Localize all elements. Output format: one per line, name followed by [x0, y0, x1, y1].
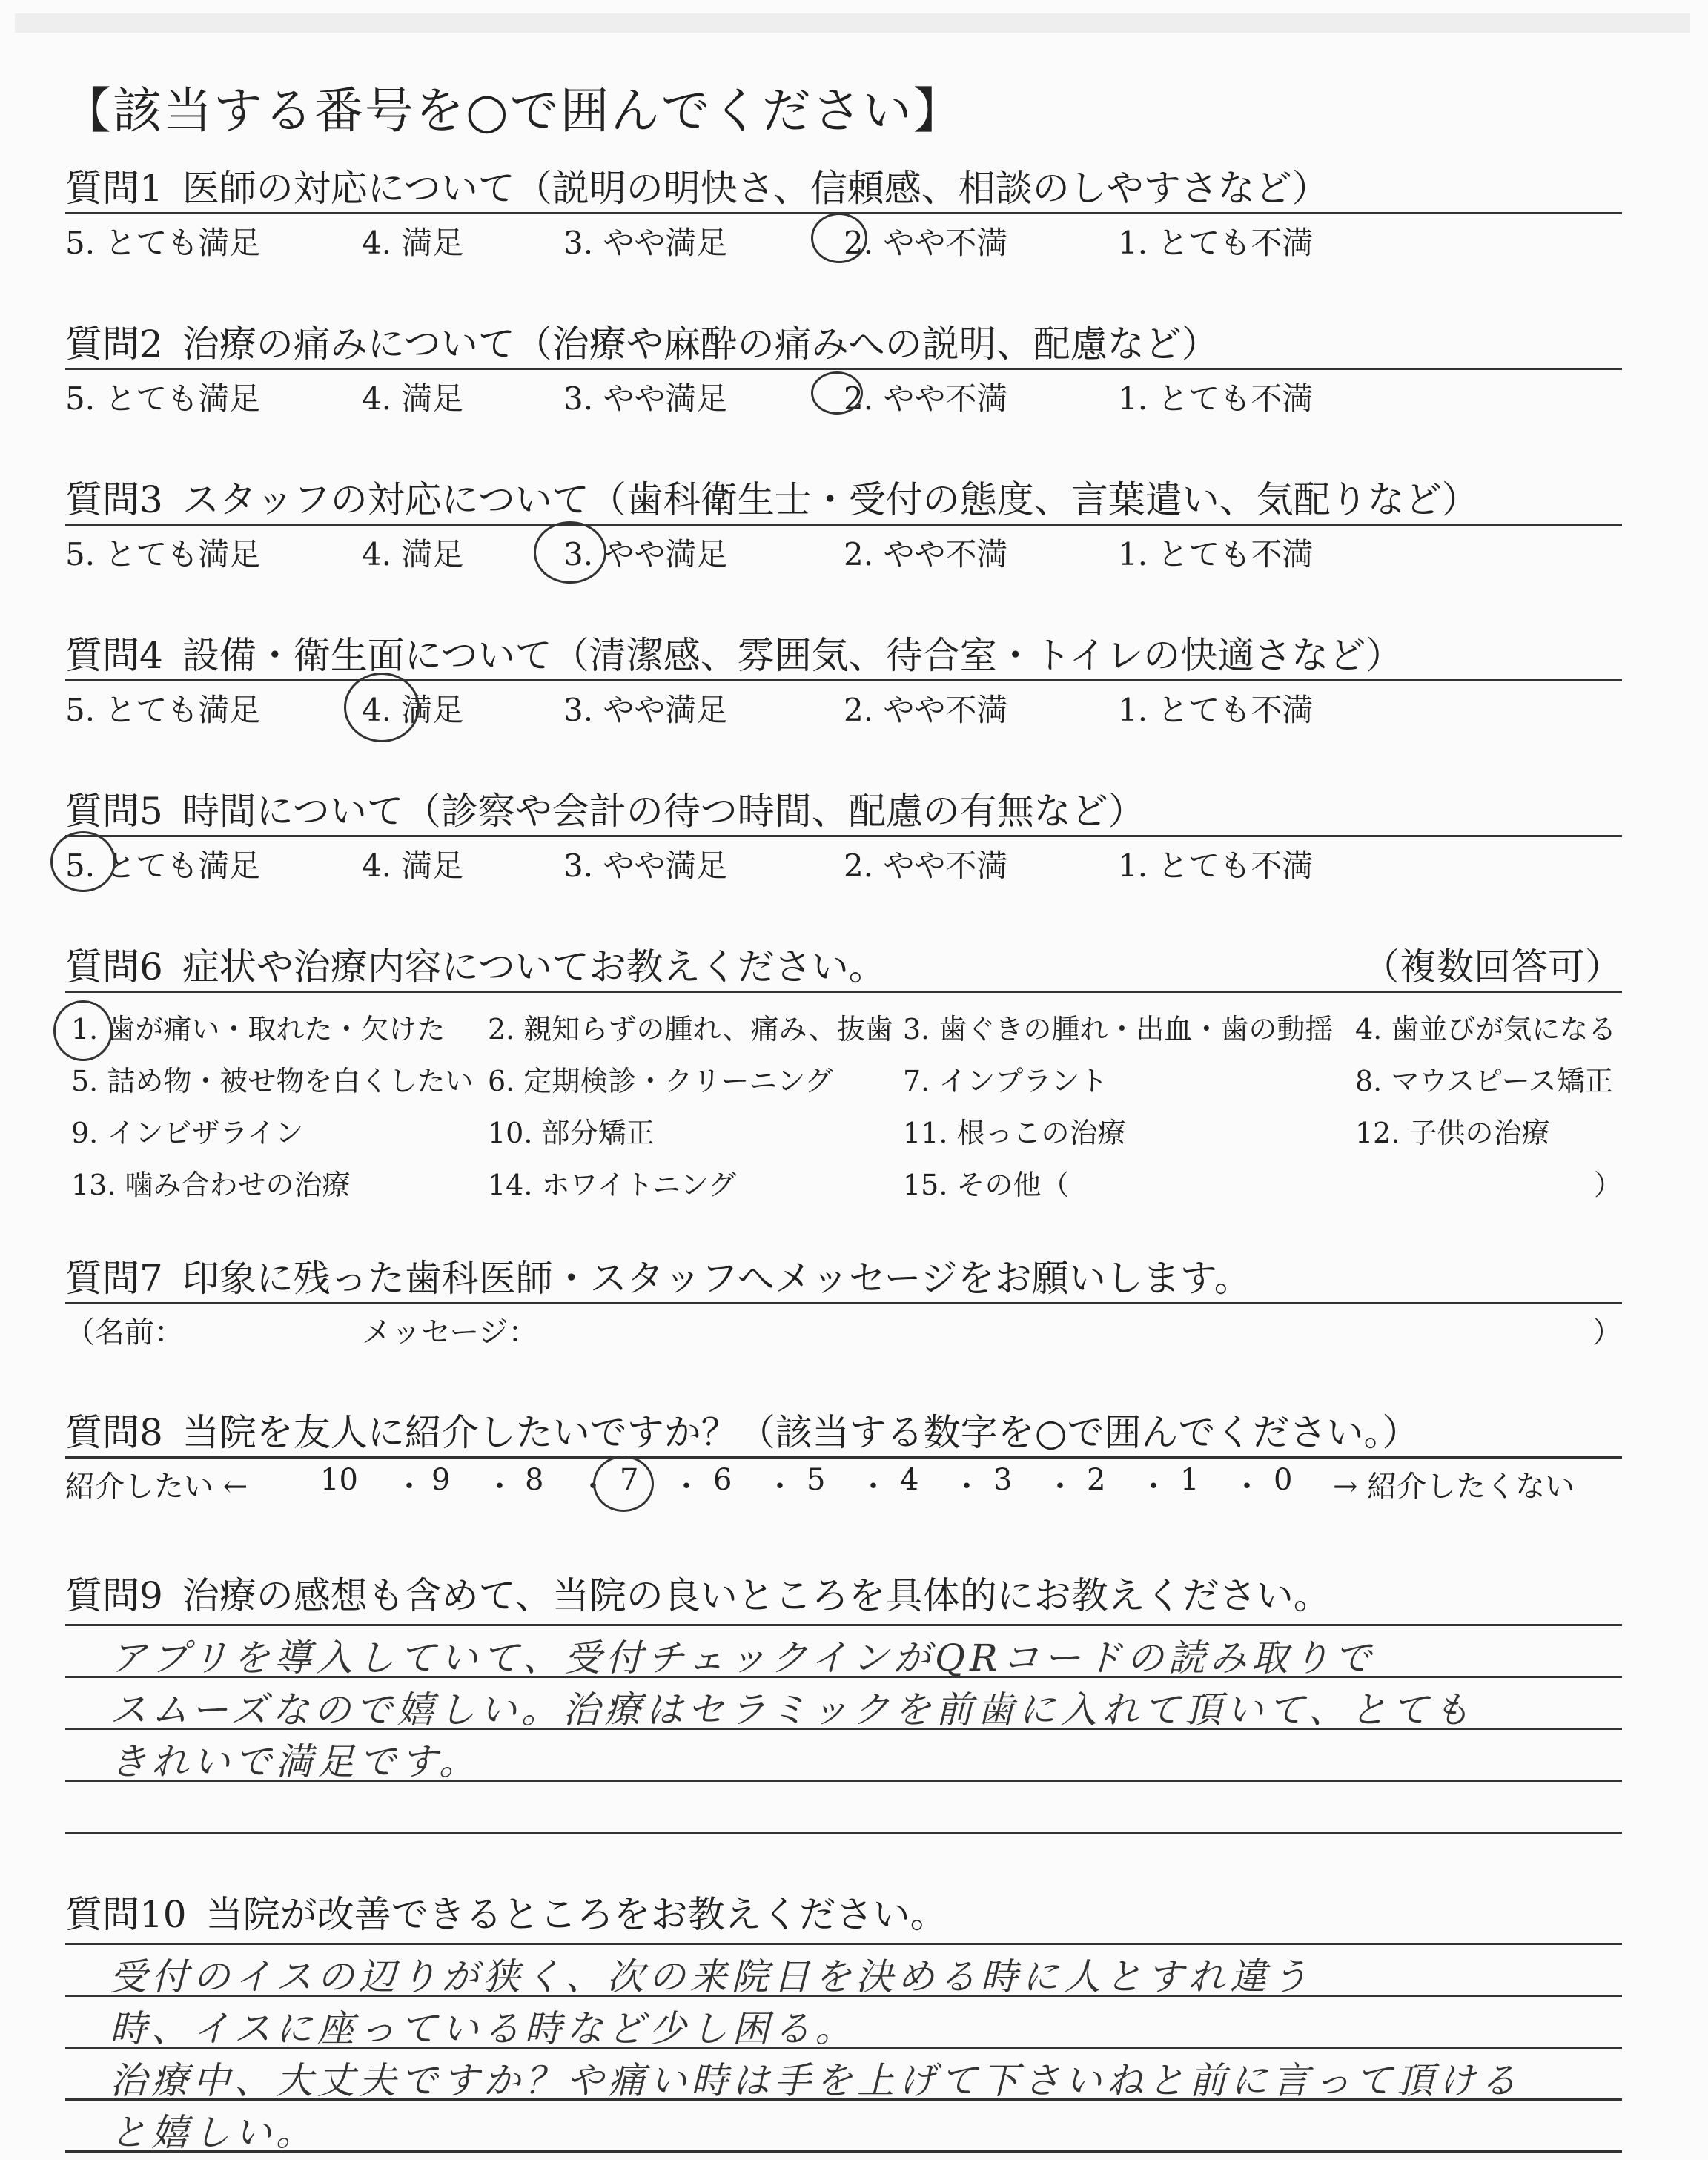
multiple-answer-note: （複数回答可）: [1363, 945, 1622, 988]
recommend-scale: [65, 1459, 1622, 1503]
scale-value[interactable]: 2: [1087, 1463, 1106, 1497]
question-title: 医師の対応について（説明の明快さ、信頼感、相談のしやすさなど）: [182, 167, 1329, 210]
scale-value[interactable]: 4: [900, 1463, 919, 1497]
symptom-option[interactable]: 8. マウスピース矯正: [1355, 1065, 1613, 1097]
selection-circle: [811, 213, 867, 263]
option-1[interactable]: 1. とても不満: [1118, 536, 1314, 572]
answer-line: [65, 1624, 1622, 1626]
option-2[interactable]: 2. やや不満: [844, 692, 1008, 728]
symptom-option[interactable]: 10. 部分矯正: [488, 1117, 655, 1149]
selection-circle: [593, 1456, 654, 1512]
symptom-option[interactable]: 4. 歯並びが気になる: [1355, 1013, 1617, 1046]
option-2[interactable]: 2. やや不満: [844, 225, 1008, 261]
option-3[interactable]: 3. やや満足: [563, 225, 728, 261]
symptom-option[interactable]: 6. 定期検診・クリーニング: [488, 1065, 833, 1097]
question-number: 質問9: [65, 1574, 163, 1617]
option-3[interactable]: 3. やや満足: [563, 848, 728, 884]
rating-options: [65, 370, 1622, 415]
scale-dot: ・: [672, 1470, 701, 1504]
question-title: 印象に残った歯科医師・スタッフへメッセージをお願いします。: [182, 1257, 1251, 1300]
symptom-option[interactable]: 15. その他（: [903, 1169, 1070, 1201]
option-2[interactable]: 2. やや不満: [844, 536, 1008, 572]
question-2: [65, 320, 1622, 415]
scale-value[interactable]: 6: [713, 1463, 732, 1497]
name-label: （名前：: [65, 1315, 184, 1350]
scale-dot: ・: [1232, 1470, 1262, 1504]
question-5: [65, 787, 1622, 882]
question-number: 質問10: [65, 1893, 187, 1936]
symptom-option[interactable]: 7. インプラント: [903, 1065, 1108, 1097]
scale-left-label: 紹介したい ←: [65, 1470, 248, 1504]
message-close-paren: ）: [1592, 1315, 1622, 1350]
question-title: スタッフの対応について（歯科衛生士・受付の態度、言葉遣い、気配りなど）: [182, 478, 1479, 521]
handwritten-answer: スムーズなので嬉しい。治療はセラミックを前歯に入れて頂いて、とても: [110, 1688, 1474, 1731]
symptom-option[interactable]: 13. 噛み合わせの治療: [71, 1169, 351, 1201]
scale-value[interactable]: 5: [807, 1463, 826, 1497]
scale-value[interactable]: 1: [1180, 1463, 1199, 1497]
option-5[interactable]: 5. とても満足: [65, 225, 261, 261]
handwritten-answer: 時、イスに座っている時など少し困る。: [110, 2007, 857, 2050]
selection-circle: [53, 1000, 113, 1061]
question-title: 治療の痛みについて（治療や麻酔の痛みへの説明、配慮など）: [182, 323, 1219, 366]
scale-dot: ・: [1045, 1470, 1075, 1504]
option-4[interactable]: 4. 満足: [362, 225, 464, 261]
scale-value[interactable]: 8: [525, 1463, 544, 1497]
question-1: [65, 165, 1622, 259]
option-2[interactable]: 2. やや不満: [844, 848, 1008, 884]
handwritten-answer: と嬉しい。: [110, 2111, 317, 2154]
option-1[interactable]: 1. とても不満: [1118, 380, 1314, 417]
question-title: 治療の感想も含めて、当院の良いところを具体的にお教えください。: [182, 1574, 1331, 1617]
question-title: 時間について（診察や会計の待つ時間、配慮の有無など）: [182, 790, 1145, 833]
answer-line: [65, 1943, 1622, 1945]
symptom-option[interactable]: 2. 親知らずの腫れ、痛み、抜歯: [488, 1013, 893, 1046]
handwritten-answer: 受付のイスの辺りが狭く、次の来院日を決める時に人とすれ違う: [110, 1955, 1313, 1998]
option-2[interactable]: 2. やや不満: [844, 380, 1008, 417]
scale-dot: ・: [765, 1470, 795, 1504]
other-close-paren: ）: [1593, 1169, 1622, 1201]
scale-value[interactable]: 0: [1274, 1463, 1293, 1497]
option-4[interactable]: 4. 満足: [362, 380, 464, 417]
scale-dot: ・: [394, 1470, 424, 1504]
option-4[interactable]: 4. 満足: [362, 692, 464, 728]
scale-dot: ・: [485, 1470, 514, 1504]
rating-options: [65, 214, 1622, 259]
scale-right-label: → 紹介したくない: [1333, 1470, 1575, 1504]
handwritten-answer: 治療中、大丈夫ですか？や痛い時は手を上げて下さいねと前に言って頂ける: [110, 2059, 1521, 2102]
question-number: 質問1: [65, 167, 163, 210]
symptom-options: [65, 993, 1622, 1200]
message-label: メッセージ：: [362, 1315, 538, 1350]
option-1[interactable]: 1. とても不満: [1118, 692, 1314, 728]
symptom-option[interactable]: 11. 根っこの治療: [903, 1117, 1126, 1149]
symptom-option[interactable]: 1. 歯が痛い・取れた・欠けた: [71, 1013, 446, 1046]
handwritten-answer: きれいで満足です。: [110, 1740, 480, 1783]
option-1[interactable]: 1. とても不満: [1118, 848, 1314, 884]
symptom-option[interactable]: 9. インビザライン: [71, 1117, 304, 1149]
question-number: 質問7: [65, 1257, 163, 1300]
page-heading: 【該当する番号を○で囲んでください】: [62, 82, 964, 139]
scale-value[interactable]: 3: [993, 1463, 1013, 1497]
option-5[interactable]: 5. とても満足: [65, 692, 261, 728]
scale-value[interactable]: 7: [620, 1463, 639, 1497]
selection-circle: [50, 831, 116, 892]
rating-options: [65, 837, 1622, 882]
question-number: 質問3: [65, 478, 163, 521]
option-5[interactable]: 5. とても満足: [65, 848, 261, 884]
symptom-option[interactable]: 5. 詰め物・被せ物を白くしたい: [71, 1065, 474, 1097]
selection-circle: [811, 371, 863, 415]
handwritten-answer: アプリを導入していて、受付チェックインがQRコードの読み取りで: [110, 1636, 1376, 1680]
option-3[interactable]: 3. やや満足: [563, 380, 728, 417]
symptom-option[interactable]: 3. 歯ぐきの腫れ・出血・歯の動揺: [903, 1013, 1334, 1046]
answer-line: [65, 1832, 1622, 1834]
question-number: 質問4: [65, 634, 163, 677]
scale-dot: ・: [858, 1470, 888, 1504]
scale-dot: ・: [578, 1470, 608, 1504]
question-4: [65, 632, 1622, 726]
question-number: 質問6: [65, 945, 163, 988]
option-4[interactable]: 4. 満足: [362, 536, 464, 572]
option-5[interactable]: 5. とても満足: [65, 380, 261, 417]
scale-value[interactable]: 10: [320, 1463, 358, 1497]
symptom-option[interactable]: 12. 子供の治療: [1355, 1117, 1550, 1149]
option-3[interactable]: 3. やや満足: [563, 536, 728, 572]
question-3: [65, 476, 1622, 570]
option-4[interactable]: 4. 満足: [362, 848, 464, 884]
scale-dot: ・: [1139, 1470, 1168, 1504]
scale-dot: ・: [952, 1470, 982, 1504]
option-3[interactable]: 3. やや満足: [563, 692, 728, 728]
question-number: 質問2: [65, 323, 163, 366]
question-number: 質問5: [65, 790, 163, 833]
message-line: [65, 1304, 1622, 1349]
selection-circle: [534, 521, 606, 584]
question-number: 質問8: [65, 1411, 163, 1454]
scale-value[interactable]: 9: [431, 1463, 451, 1497]
selection-circle: [344, 673, 420, 742]
question-title: 症状や治療内容についてお教えください。: [182, 945, 886, 988]
question-9: [65, 1572, 1622, 1783]
rating-options: [65, 681, 1622, 726]
question-7: [65, 1255, 1622, 1349]
symptom-option[interactable]: 14. ホワイトニング: [488, 1169, 737, 1201]
rating-options: [65, 526, 1622, 570]
question-title: 設備・衛生面について（清潔感、雰囲気、待合室・トイレの快適さなど）: [182, 634, 1403, 677]
question-title: 当院が改善できるところをお教えください。: [205, 1893, 947, 1936]
option-5[interactable]: 5. とても満足: [65, 536, 261, 572]
option-1[interactable]: 1. とても不満: [1118, 225, 1314, 261]
question-8: [65, 1409, 1622, 1503]
question-6: [65, 943, 1622, 1200]
question-10: [65, 1891, 1622, 2154]
question-title: 当院を友人に紹介したいですか？（該当する数字を○で囲んでください。）: [182, 1411, 1420, 1454]
